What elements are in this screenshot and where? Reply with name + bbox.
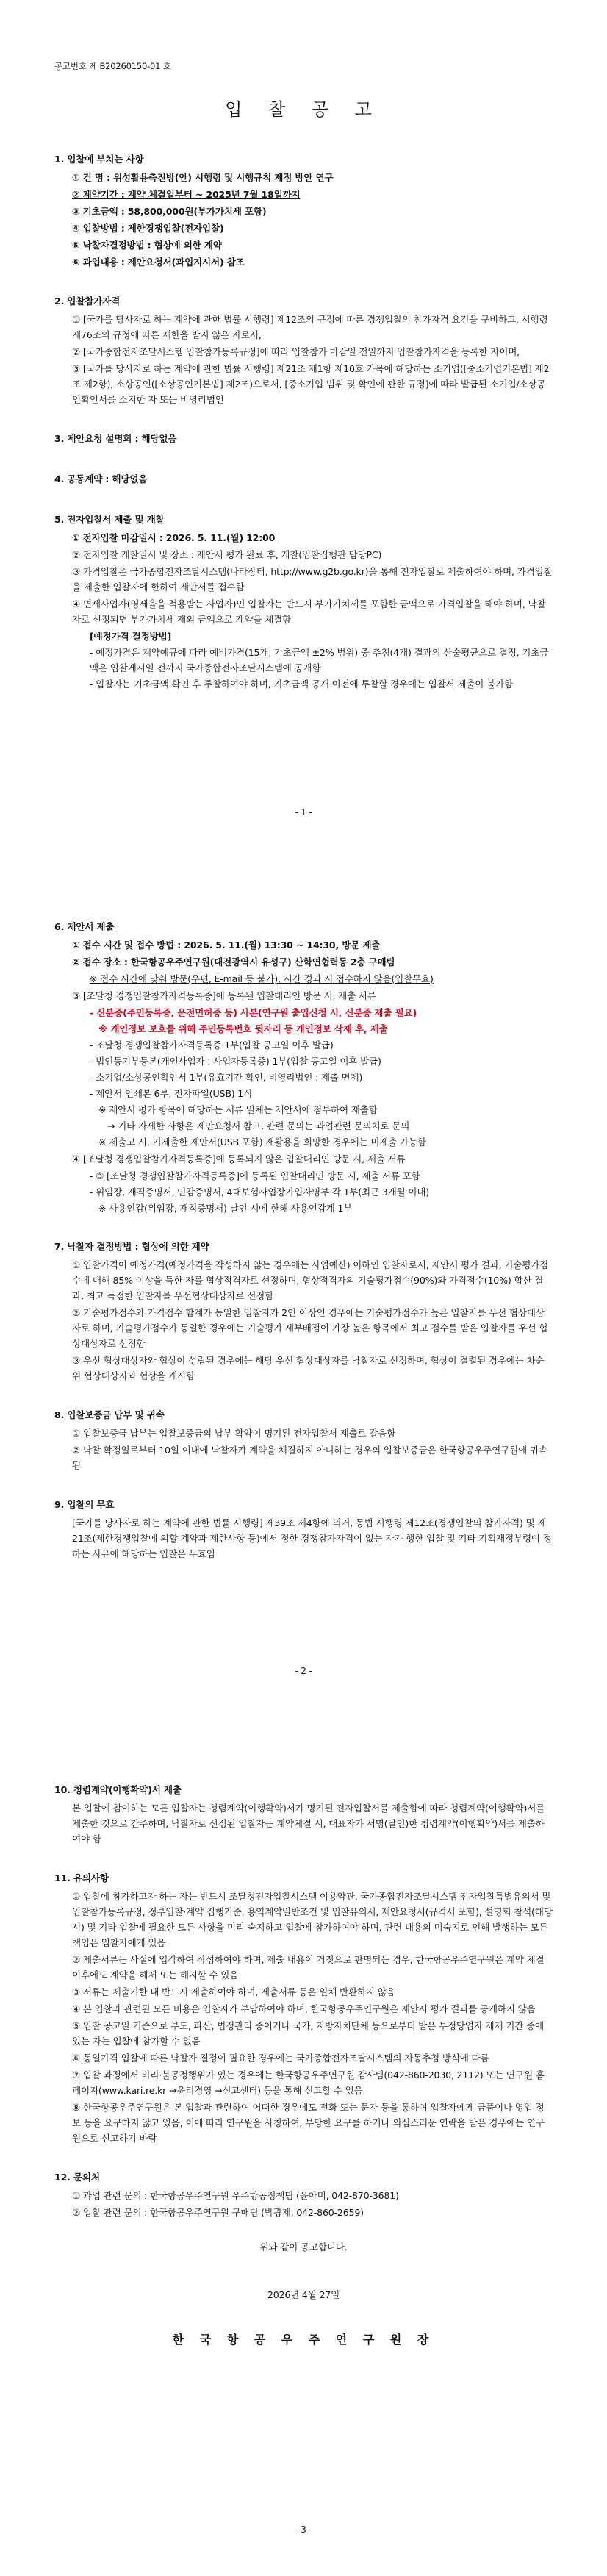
s7-item-1: ① 입찰가격이 예정가격(예정가격을 작성하지 않는 경우에는 사업예산) 이하인 입찰자로서, 제안서 평가 결과, 기술평가점수에 대해 85% 이상을 득한 자를 협상적격자로 선정하며, 협상적격자의 기술평가점수(90%)와 가격점수(10%) 합산 결과, 최고 득점한 입찰자를 우선협상대상자로 선정함 <box>72 1259 549 1301</box>
page-2 <box>0 859 607 1717</box>
s2-item-1: ① [국가를 당사자로 하는 계약에 관한 법률 시행령] 제12조의 규정에 따른 경쟁입찰의 참가자격 요건을 구비하고, 시행령 제76조의 규정에 따른 제한을 받지 않은 자로서, <box>72 314 548 340</box>
section-8-heading: 8. 입찰보증금 납부 및 귀속 <box>54 1409 165 1420</box>
page-number-2: - 2 - <box>295 1666 312 1676</box>
section-2-heading: 2. 입찰참가자격 <box>54 296 121 307</box>
doc3-id-copy: - 신분증(주민등록증, 운전면허증 등) 사본(연구원 출입신청 시, 신분증 제출 필요) <box>90 1007 417 1018</box>
page-number-1: - 1 - <box>295 807 312 817</box>
s11-item-5: ⑤ 입찰 공고일 기준으로 부도, 파산, 법정관리 중이거나 국가, 지방자치단체 등으로부터 받은 부정당업자 제재 기간 중에 있는 자는 입찰에 참가할 수 없음 <box>72 2020 544 2047</box>
s6-item-3: ③ [조달청 경쟁입찰참가자격등록증]에 등록된 입찰대리인 방문 시, 제출 서류 <box>72 990 376 1001</box>
s11-item-4: ④ 본 입찰과 관련된 모든 비용은 입찰자가 부담하여야 하며, 한국항공우주연구원은 제안서 평가 결과를 공개하지 않음 <box>72 2003 536 2014</box>
s11-item-6: ⑥ 동일가격 입찰에 따른 낙찰자 결정이 필요한 경우에는 국가종합전자조달시스템의 자동추첨 방식에 따름 <box>72 2053 489 2064</box>
section-12-heading: 12. 문의처 <box>54 2172 100 2183</box>
doc3-proposal-print: - 제안서 인쇄본 6부, 전자파일(USB) 1식 <box>90 1088 253 1099</box>
section-11-heading: 11. 유의사항 <box>54 1872 109 1883</box>
s11-item-1: ① 입찰에 참가하고자 하는 자는 반드시 조달청전자입찰시스템 이용약관, 국가종합전자조달시스템 전자입찰특별유의서 및 입찰참가등록규정, 정부입찰·계약 집행기준, 용역계약일반조건 및 입찰유의서, 제안요청서(규격서 포함), 설명회 참석(해당 시) 및 기타 입찰에 필요한 모든 사항을 미리 숙지하고 입찰에 참가하여야 하며, 관련 내용의 미숙지로 인해 발생하는 모든 책임은 입찰자에게 있음 <box>72 1891 553 1948</box>
s12-item-2: ② 입찰 관련 문의 : 한국항공우주연구원 구매팀 (박광제, 042-860-2659) <box>72 2207 364 2218</box>
s6-item-2: ② 접수 장소 : 한국항공우주연구원(대전광역시 유성구) 산학연협력동 2층 구매팀 <box>72 956 395 967</box>
page-3 <box>0 1717 607 2576</box>
s1-item-5: ⑤ 낙찰자결정방법 : 협상에 의한 계약 <box>72 240 222 251</box>
section-10-heading: 10. 청렴계약(이행확약)서 제출 <box>54 1784 182 1795</box>
section-1-heading: 1. 입찰에 부치는 사항 <box>54 154 144 165</box>
price-note-1: - 예정가격은 계약예규에 따라 예비가격(15개, 기초금액 ±2% 범위) 중 추첨(4개) 결과의 산술평균으로 결정, 기초금액은 입찰게시일 전까지 국가종합전자조달시스템에 공개함 <box>90 647 549 673</box>
section-7-heading: 7. 낙찰자 결정방법 : 협상에 의한 계약 <box>54 1241 209 1252</box>
document-title: 입 찰 공 고 <box>225 99 382 120</box>
issuing-organization: 한 국 항 공 우 주 연 구 원 장 <box>172 2333 435 2347</box>
s11-item-8: ⑧ 한국항공우주연구원은 본 입찰과 관련하여 어떠한 경우에도 전화 또는 문자 등을 통하여 입찰자에게 금품이나 영업 정보 등을 요구하지 않고 있음, 이에 따라 연구원을 사칭하여, 부당한 요구를 하거나 의심스러운 연락을 받은 경우에는 연구원으로 신고하기 바람 <box>72 2102 545 2144</box>
section-6-heading: 6. 제안서 제출 <box>54 921 115 932</box>
s7-item-2: ② 기술평가점수와 가격점수 합계가 동일한 입찰자가 2인 이상인 경우에는 기술평가점수가 높은 입찰자를 우선 협상대상자로 하며, 기술평가점수가 동일한 경우에는 기술평가 세부배점이 가장 높은 항목에서 최고 점수를 받은 입찰자를 우선 협상대상자로 선정함 <box>72 1307 548 1349</box>
s1-item-4: ④ 입찰방법 : 제한경쟁입찰(전자입찰) <box>72 223 224 234</box>
page-1 <box>0 0 607 859</box>
s6-item-4: ④ [조달청 경쟁입찰참가자격등록증]에 등록되지 않은 입찰대리인 방문 시, 제출 서류 <box>72 1153 406 1164</box>
s8-item-1: ① 입찰보증금 납부는 입찰보증금의 납부 확약이 명기된 전자입찰서 제출로 갈음함 <box>72 1428 396 1439</box>
closing-sentence: 위와 같이 공고합니다. <box>259 2242 348 2253</box>
price-method-heading: [예정가격 결정방법] <box>90 631 172 642</box>
s1-item-1: ① 건 명 : 위성활용측진방(안) 시행령 및 시행규칙 제정 방안 연구 <box>72 172 334 183</box>
doc3-registry: - 법인등기부등본(개인사업자 : 사업자등록증) 1부(입찰 공고일 이후 발급) <box>90 1056 381 1067</box>
page-number-3: - 3 - <box>295 2525 312 2535</box>
section-9-heading: 9. 입찰의 무효 <box>54 1499 115 1510</box>
receipt-note: ※ 접수 시간에 맞춰 방문(우편, E-mail 등 불가), 시간 경과 시 접수하지 않음(입찰무효) <box>90 973 434 984</box>
s11-item-3: ③ 서류는 제출기한 내 반드시 제출하여야 하며, 제출서류 등은 일체 반환하지 않음 <box>72 1986 395 1997</box>
doc3-refer-note: → 기타 자세한 사항은 제안요청서 참고, 관련 문의는 과업관련 문의처로 문의 <box>107 1120 410 1131</box>
s2-item-3: ③ [국가를 당사자로 하는 계약에 관한 법률 시행령] 제21조 제1항 제10호 가목에 해당하는 소기업([중소기업기본법] 제2조 제2항), 소상공인([소상공인기본법] 제2조)으로서, [중소기업 범위 및 확인에 관한 규정]에 따라 발급된 소기업/소상공인확인서를 소지한 자 또는 비영리법인 <box>72 363 550 405</box>
doc4-proxy-docs: - 위임장, 재직증명서, 인감증명서, 4대보험사업장가입자명부 각 1부(최근 3개월 이내) <box>90 1187 429 1198</box>
s5-item-2: ② 전자입찰 개찰일시 및 장소 : 제안서 평가 완료 후, 개찰(입찰집행관 담당PC) <box>72 549 382 560</box>
doc4-seal-note: ※ 사용인감(위임장, 재직증명서) 날인 시에 한해 사용인감계 1부 <box>98 1203 353 1214</box>
notice-date: 2026년 4월 27일 <box>267 2289 340 2300</box>
doc3-privacy-note: ※ 개인정보 보호를 위해 주민등록번호 뒷자리 등 개인정보 삭제 후, 제출 <box>98 1023 388 1034</box>
section-5-heading: 5. 전자입찰서 제출 및 개찰 <box>54 514 165 525</box>
s2-item-2: ② [국가종합전자조달시스템 입찰참가등록규정]에 따라 입찰참가 마감일 전일까지 입찰참가자격을 등록한 자이며, <box>72 346 520 357</box>
s8-item-2: ② 낙찰 확정일로부터 10일 이내에 낙찰자가 계약을 체결하지 아니하는 경우의 입찰보증금은 한국항공우주연구원에 귀속됨 <box>72 1445 547 1471</box>
s12-item-1: ① 과업 관련 문의 : 한국항공우주연구원 우주항공정책팀 (윤아미, 042-870-3681) <box>72 2190 399 2201</box>
s1-item-2: ② 계약기간 : 계약 체결일부터 ~ 2025년 7월 18일까지 <box>72 189 301 200</box>
s7-item-3: ③ 우선 협상대상자와 협상이 성립된 경우에는 해당 우선 협상대상자를 낙찰자로 선정하며, 협상이 결렬된 경우에는 차순위 협상대상자와 협상을 개시함 <box>72 1355 545 1381</box>
section-3-heading: 3. 제안요청 설명회 : 해당없음 <box>54 433 177 444</box>
price-note-2: - 입찰자는 기초금액 확인 후 투찰하여야 하며, 기초금액 공개 이전에 투찰할 경우에는 입찰서 제출이 불가함 <box>90 679 513 690</box>
s9-text: [국가를 당사자로 하는 계약에 관한 법률 시행령] 제39조 제4항에 의거, 동법 시행령 제12조(경쟁입찰의 참가자격) 및 제21조(제한경쟁입찰에 의할 계약과 제한사항 등)에서 정한 경쟁참가자격이 없는 자가 행한 입찰 및 기타 기획재정부령이 정하는 사유에 해당하는 입찰은 무효임 <box>72 1517 552 1559</box>
notice-number: 공고번호 제 B20260150-01 호 <box>54 61 171 71</box>
s5-item-1: ① 전자입찰 마감일시 : 2026. 5. 11.(월) 12:00 <box>72 532 276 543</box>
s1-item-3: ③ 기초금액 : 58,800,000원(부가가치세 포함) <box>72 206 267 217</box>
s5-item-3: ③ 가격입찰은 국가종합전자조달시스템(나라장터, http://www.g2b.go.kr)을 통해 전자입찰로 제출하여야 하며, 가격입찰을 제출한 입찰자에 한하여 제안서를 접수함 <box>72 566 553 593</box>
s6-item-1: ① 접수 시간 및 접수 방법 : 2026. 5. 11.(월) 13:30 ~ 14:30, 방문 제출 <box>72 940 381 951</box>
doc3-resubmit-note: ※ 제출고 시, 기제출한 제안서(USB 포함) 재활용을 희망한 경우에는 미제출 가능함 <box>98 1137 426 1148</box>
section-4-heading: 4. 공동계약 : 해당없음 <box>54 473 148 484</box>
s10-text: 본 입찰에 참여하는 모든 입찰자는 청렴계약(이행확약)서가 명기된 전자입찰서를 제출함에 따라 청렴계약(이행확약)서를 제출한 것으로 간주하며, 낙찰자로 선정된 입찰자는 계약체결 시, 대표자가 서명(날인)한 청렴계약(이행확약)서를 제출하여야 함 <box>72 1803 545 1845</box>
doc3-smb-cert: - 소기업/소상공인확인서 1부(유효기간 확인, 비영리법인 : 제출 면제) <box>90 1072 363 1083</box>
doc4-include: - ③ [조달청 경쟁입찰참가자격등록증]에 등록된 입찰대리인 방문 시, 제출 서류 포함 <box>90 1170 420 1181</box>
s5-item-4: ④ 면세사업자(영세율을 적용받는 사업자)인 입찰자는 반드시 부가가치세를 포함한 금액으로 가격입찰을 해야 하며, 낙찰자로 선정되면 부가가치세 제외 금액으로 계약을 체결함 <box>72 598 546 625</box>
s11-item-2: ② 제출서류는 사실에 입각하여 작성하여야 하며, 제출 내용이 거짓으로 판명되는 경우, 한국항공우주연구원은 계약 체결 이후에도 계약을 해제 또는 해지할 수 있음 <box>72 1954 545 1981</box>
s1-item-6: ⑥ 과업내용 : 제안요청서(과업지시서) 참조 <box>72 257 245 268</box>
s11-item-7: ⑦ 입찰 과정에서 비리·불공정행위가 있는 경우에는 한국항공우주연구원 감사팀(042-860-2030, 2112) 또는 연구원 홈페이지(www.kari.re.kr →윤리경영 →신고센터) 등을 통해 신고할 수 있음 <box>72 2069 545 2096</box>
doc3-attach-note: ※ 제안서 평가 항목에 해당하는 서류 일체는 제안서에 첨부하여 제출함 <box>98 1104 378 1115</box>
doc3-registration: - 조달청 경쟁입찰참가자격등록증 1부(입찰 공고일 이후 발급) <box>90 1040 334 1051</box>
